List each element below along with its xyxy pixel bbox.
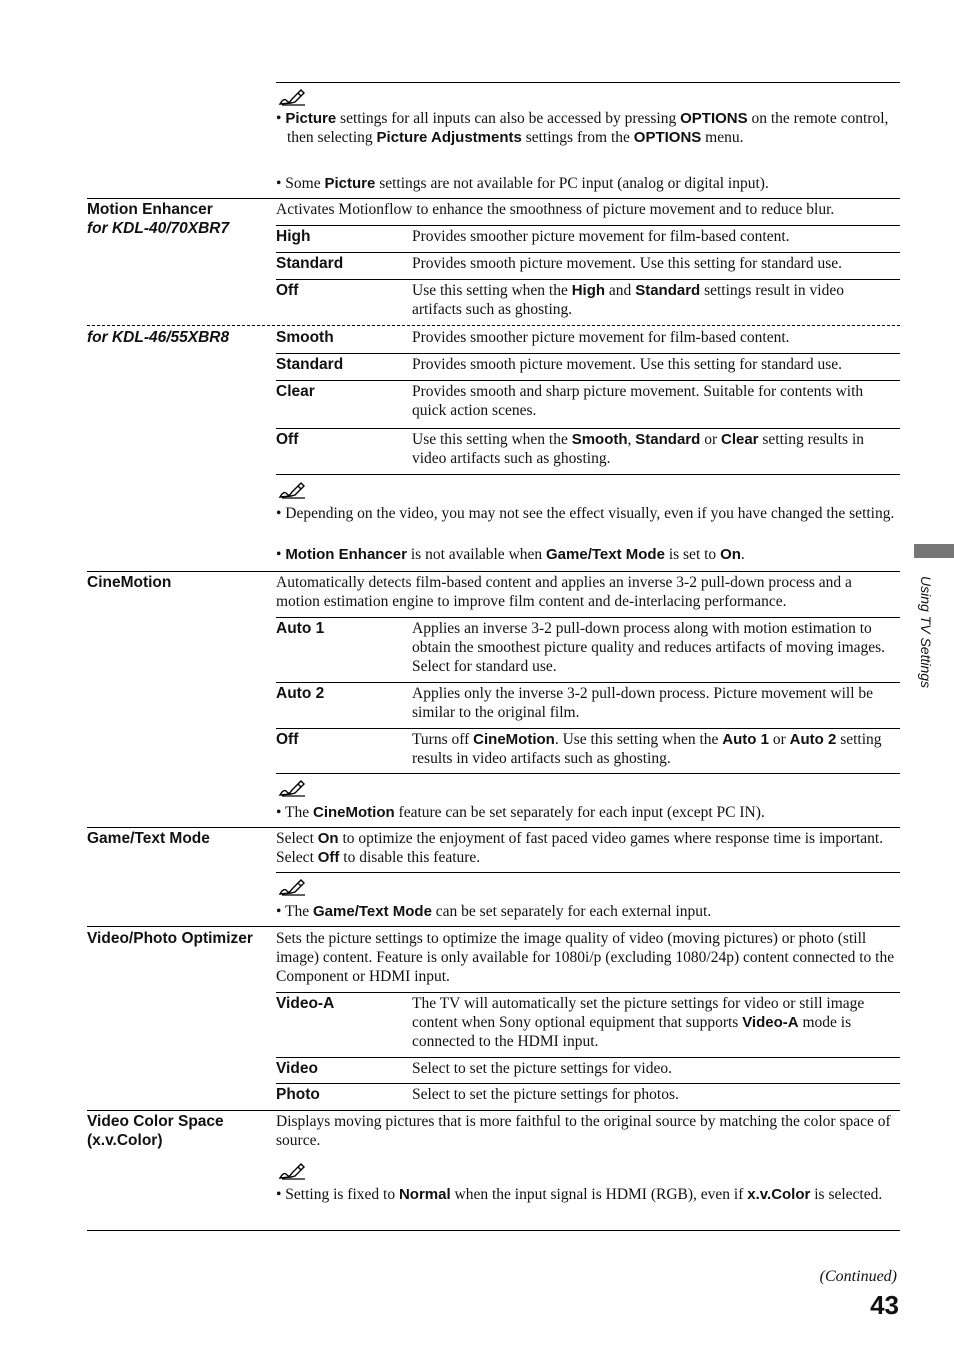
note-bullet: • Some Picture settings are not available for PC input (analog or digital input). — [276, 175, 769, 192]
option-name: Video-A — [276, 995, 335, 1012]
option-description: The TV will automatically set the picture settings for video or still image content when Sony optional equipment that supports Video-A mode is connected to the HDMI input. — [412, 995, 865, 1050]
note-pencil-icon — [278, 1161, 306, 1181]
note-bullet: • The Game/Text Mode can be set separately for each external input. — [276, 903, 712, 920]
note-bullet: • Depending on the video, you may not see the effect visually, even if you have changed the setting. — [276, 505, 895, 522]
note-pencil-icon — [278, 778, 306, 798]
option-description: Provides smoother picture movement for film-based content. — [412, 329, 790, 346]
rule — [276, 82, 900, 83]
side-tab-label: Using TV Settings — [918, 576, 934, 689]
option-name: Standard — [276, 255, 344, 272]
option-rule — [276, 380, 900, 381]
note-pencil-icon — [278, 877, 306, 897]
option-description: Provides smoother picture movement for film-based content. — [412, 228, 790, 245]
option-rule — [276, 353, 900, 354]
section-rule — [87, 926, 900, 927]
note-bullet: • Motion Enhancer is not available when Game/Text Mode is set to On. — [276, 546, 745, 563]
option-name: Clear — [276, 383, 315, 400]
setting-label-video-color-space: Video Color Space (x.v.Color) — [87, 1113, 224, 1149]
option-rule — [276, 225, 900, 226]
option-name: Photo — [276, 1086, 320, 1103]
option-name: High — [276, 228, 311, 245]
note-pencil-icon — [278, 480, 306, 500]
option-description: Provides smooth picture movement. Use this setting for standard use. — [412, 255, 843, 272]
option-rule — [276, 682, 900, 683]
option-name: Off — [276, 282, 299, 299]
continued-label: (Continued) — [819, 1268, 897, 1285]
option-name: Off — [276, 431, 299, 448]
page-number: 43 — [870, 1290, 899, 1320]
setting-description: Sets the picture settings to optimize the image quality of video (moving pictures) or photo (still image) content. Feature is only available for 1080i/p (excluding 1080/24p) content connected to the Component or HDMI input. — [276, 930, 895, 985]
note-bullet: • The CineMotion feature can be set separately for each input (except PC IN). — [276, 804, 765, 821]
option-rule — [276, 1057, 900, 1058]
option-name: Video — [276, 1060, 318, 1077]
section-rule — [87, 198, 900, 199]
option-description: Provides smooth picture movement. Use this setting for standard use. — [412, 356, 843, 373]
side-tab-marker — [914, 544, 954, 558]
section-rule — [87, 1110, 900, 1111]
rule — [276, 872, 900, 873]
option-description: Select to set the picture settings for photos. — [412, 1086, 679, 1103]
option-name: Smooth — [276, 329, 334, 346]
setting-label-game-text-mode: Game/Text Mode — [87, 830, 210, 847]
option-rule — [276, 728, 900, 729]
option-rule — [276, 773, 900, 774]
option-rule — [276, 617, 900, 618]
setting-label-motion-enhancer: Motion Enhancer for KDL-40/70XBR7 — [87, 201, 230, 237]
section-rule — [87, 1230, 900, 1231]
option-description: Applies only the inverse 3-2 pull-down process. Picture movement will be similar to the original film. — [412, 685, 874, 721]
option-description: Turns off CineMotion. Use this setting when the Auto 1 or Auto 2 setting results in video artifacts such as ghosting. — [412, 731, 882, 767]
section-rule — [87, 827, 900, 828]
option-rule — [276, 1083, 900, 1084]
note-bullet: • Setting is fixed to Normal when the input signal is HDMI (RGB), even if x.v.Color is selected. — [276, 1186, 883, 1203]
option-rule — [276, 279, 900, 280]
option-description: Provides smooth and sharp picture movement. Suitable for contents with quick action scenes. — [412, 383, 864, 419]
option-name: Off — [276, 731, 299, 748]
option-description: Use this setting when the Smooth, Standard or Clear setting results in video artifacts such as ghosting. — [412, 431, 864, 467]
option-description: Select to set the picture settings for video. — [412, 1060, 672, 1077]
option-rule — [276, 992, 900, 993]
setting-label-video-photo-optimizer: Video/Photo Optimizer — [87, 930, 253, 947]
setting-label-cinemotion: CineMotion — [87, 574, 172, 591]
dashed-rule — [87, 325, 900, 326]
option-name: Standard — [276, 356, 344, 373]
setting-description: Automatically detects film-based content and applies an inverse 3-2 pull-down process and a motion estimation engine to improve film content and de-interlacing performance. — [276, 574, 852, 610]
note-pencil-icon — [278, 87, 306, 107]
setting-description: Displays moving pictures that is more faithful to the original source by matching the color space of source. — [276, 1113, 891, 1149]
setting-sublabel: for KDL-46/55XBR8 — [87, 329, 230, 346]
setting-description: Activates Motionflow to enhance the smoothness of picture movement and to reduce blur. — [276, 201, 835, 218]
option-rule — [276, 252, 900, 253]
option-name: Auto 2 — [276, 685, 325, 702]
setting-description: Select On to optimize the enjoyment of fast paced video games where response time is important. Select Off to disable this feature. — [276, 830, 884, 866]
note-bullet: • Picture settings for all inputs can also be accessed by pressing OPTIONS on the remote control, then selecting Picture Adjustments settings from the OPTIONS menu. — [276, 110, 889, 146]
option-rule — [276, 474, 900, 475]
option-rule — [276, 428, 900, 429]
option-description: Use this setting when the High and Standard settings result in video artifacts such as ghosting. — [412, 282, 844, 318]
section-rule — [87, 571, 900, 572]
option-description: Applies an inverse 3-2 pull-down process along with motion estimation to obtain the smoothest picture quality and reduces artifacts of moving images. Select for standard use. — [412, 620, 886, 675]
option-name: Auto 1 — [276, 620, 325, 637]
